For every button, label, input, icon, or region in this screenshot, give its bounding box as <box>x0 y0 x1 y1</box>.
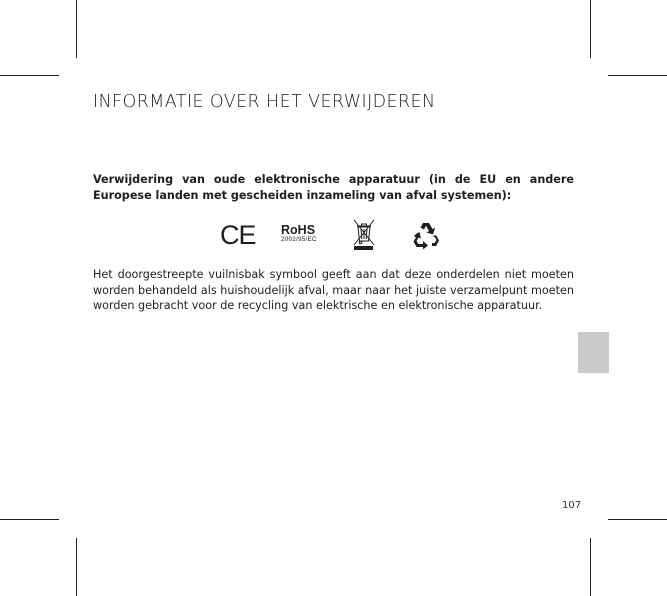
page-number: 107 <box>562 500 582 511</box>
recycle-icon <box>411 220 441 250</box>
crop-mark <box>0 75 59 76</box>
ce-mark: CE <box>220 220 256 250</box>
crop-mark <box>608 519 667 520</box>
section-tab <box>578 332 609 373</box>
crop-mark <box>608 75 667 76</box>
rohs-mark <box>281 224 317 244</box>
crossed-out-wheelie-bin-icon <box>351 218 377 252</box>
rohs-label: RoHS <box>281 223 316 237</box>
crop-mark <box>590 0 591 58</box>
compliance-symbols <box>215 218 455 252</box>
crop-mark <box>0 519 59 520</box>
crop-mark <box>76 0 77 58</box>
crop-mark <box>590 538 591 596</box>
page-title: INFORMATIE OVER HET VERWIJDEREN <box>93 92 436 112</box>
rohs-directive: 2002/95/EC <box>281 236 317 243</box>
crop-mark <box>76 538 77 596</box>
body-paragraph: Het doorgestreepte vuilnisbak symbool geeft aan dat deze onderdelen niet moeten worden behandeld als huishoudelijk afval, maar naar het juiste verzamelpunt moeten worden gebracht voor de recycling van elektrische en elektronische apparatuur. <box>93 268 574 312</box>
intro-heading: Verwijdering van oude elektronische apparatuur (in de EU en andere Europese landen met gescheiden inzameling van afval systemen): <box>93 173 574 202</box>
